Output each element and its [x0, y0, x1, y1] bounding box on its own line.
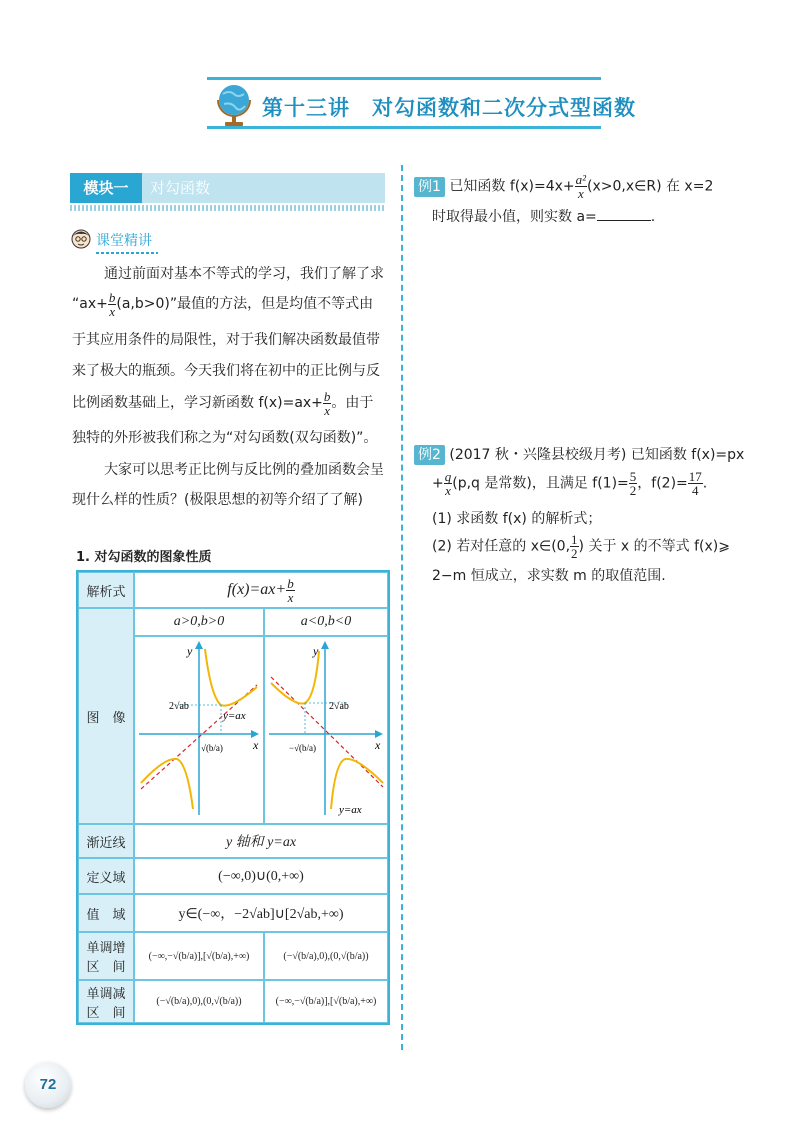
expr-cell: f(x)=ax+ $\frac{b}{x}$ [134, 572, 388, 608]
example2-q2-cont: 2−m 恒成立，求实数 m 的取值范围. [432, 568, 666, 584]
header-rule-bottom [207, 126, 601, 129]
page-number: 72 [39, 1076, 57, 1093]
row-label-range: 值 域 [78, 894, 134, 932]
properties-table [76, 570, 390, 1025]
module-tag: 模块一 [70, 173, 142, 203]
dec-cell-2: (−∞,−√(b/a)],[√(b/a),+∞) [264, 980, 388, 1023]
range-cell: y∈(−∞，−2√ab]∪[2√ab,+∞) [134, 894, 388, 932]
module-name: 对勾函数 [150, 179, 211, 197]
example2-q1: (1) 求函数 f(x) 的解析式； [432, 511, 602, 527]
module-stripe [70, 205, 385, 211]
intro-line-2: “ax+ $\frac{b}{x}$ (a,b>0)”最值的方法，但是均值不等式由 [72, 289, 374, 319]
graph-positive [135, 637, 263, 823]
example1-line2: 时取得最小值，则实数 a= . [432, 209, 656, 225]
example2-q2: (2) 若对任意的 x∈(0, $\frac{1}{2}$ ) 关于 x 的不等式 f(x)⩾ [432, 532, 730, 561]
intro-line-6: 独特的外形被我们称之为“对勾函数(双勾函数)”。 [72, 430, 378, 446]
intro-line-8: 现什么样的性质？(极限思想的初等介绍了了解) [72, 492, 363, 508]
example1-badge: 例1 [414, 177, 445, 197]
row-label-decreasing: 单调减 区 间 [78, 980, 134, 1023]
domain-cell: (−∞,0)∪(0,+∞) [134, 858, 388, 894]
intro-line-7: 大家可以思考正比例与反比例的叠加函数会呈 [104, 462, 384, 478]
graph-cell-2 [264, 636, 388, 824]
example2-line2: + $\frac{q}{x}$ (p,q 是常数)，且满足 f(1)= $\frac{5}{2}$ ，f(2)= $\frac{17}{4}$ . [432, 469, 708, 498]
column-divider [401, 165, 403, 1050]
graph2-max-label: 2√ab [329, 701, 349, 712]
row-label-increasing: 单调增 区 间 [78, 932, 134, 980]
row-label-asym: 渐近线 [78, 824, 134, 858]
example2-badge: 例2 [414, 445, 445, 465]
page-title: 第十三讲 对勾函数和二次分式型函数 [262, 96, 636, 120]
graph1-y-label: y [187, 644, 193, 658]
intro-line-3: 于其应用条件的局限性，对于我们解决函数最值带 [72, 332, 380, 348]
graph2-x-label: x [375, 738, 381, 752]
example2-line1: 例2 (2017 秋・兴隆县校级月考) 已知函数 f(x)=px [414, 444, 744, 464]
answer-blank [597, 208, 651, 221]
lecture-underline [96, 252, 158, 254]
inc-cell-2: (−√(b/a),0),(0,√(b/a)) [264, 932, 388, 980]
section-title: 1. 对勾函数的图象性质 [76, 550, 212, 565]
inc-cell-1: (−∞,−√(b/a)],[√(b/a),+∞) [134, 932, 264, 980]
graph-cell-1 [134, 636, 264, 824]
example1-line1: 例1 已知函数 f(x)=4x+ $\frac{\text{a²}}{x}$ (x>0,x∈R) 在 x=2 [414, 173, 713, 200]
row-label-graph: 图 像 [78, 608, 134, 824]
graph2-line-label: y=ax [339, 804, 362, 816]
graph1-line-label: y=ax [223, 710, 246, 722]
col-head-2: a<0,b<0 [264, 608, 388, 636]
row-label-domain: 定义域 [78, 858, 134, 894]
graph2-xval-label: −√(b/a) [289, 743, 317, 753]
graph-negative [265, 637, 387, 823]
graph1-min-label: 2√ab [169, 701, 189, 712]
row-label-expr: 解析式 [78, 572, 134, 608]
globe-icon [214, 82, 254, 128]
intro-line-1: 通过前面对基本不等式的学习，我们了解了求 [104, 266, 384, 282]
asym-cell: y 轴和 y=ax [134, 824, 388, 858]
graph1-xval-label: √(b/a) [201, 743, 223, 753]
intro-line-5: 比例函数基础上，学习新函数 f(x)=ax+ $\frac{b}{x}$ 。由于 [72, 388, 374, 418]
graph1-x-label: x [253, 738, 259, 752]
col-head-1: a>0,b>0 [134, 608, 264, 636]
student-icon [70, 228, 92, 250]
graph2-y-label: y [313, 644, 319, 658]
lecture-label: 课堂精讲 [96, 233, 152, 249]
dec-cell-1: (−√(b/a),0),(0,√(b/a)) [134, 980, 264, 1023]
header-rule-top [207, 77, 601, 80]
intro-line-4: 来了极大的瓶颈。今天我们将在初中的正比例与反 [72, 363, 380, 379]
